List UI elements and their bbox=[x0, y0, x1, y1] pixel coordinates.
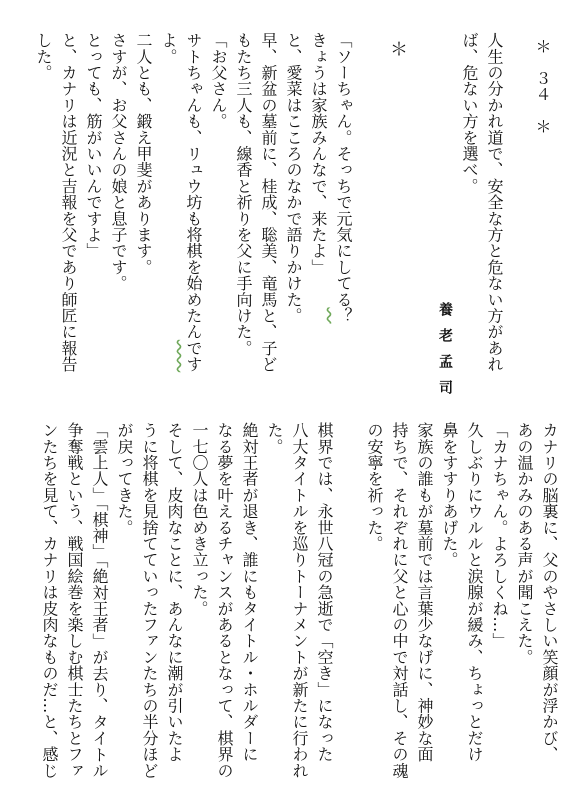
text-line: 「雲上人」「棋神」「絶対王者」が去り、タイトル bbox=[90, 422, 109, 779]
text-line: ンたちを見て、カナリは皮肉なものだ…と、感じ bbox=[40, 422, 59, 779]
text-line: よ。 bbox=[159, 32, 178, 65]
text-line: 早、新盆の墓前に、桂成、聡美、竜馬と、子ど bbox=[259, 32, 278, 373]
text-line: 「お父さん。 bbox=[209, 32, 228, 130]
spellcheck-mark: です bbox=[184, 339, 203, 373]
chapter-heading: ＊ ３４ ＊ bbox=[533, 38, 552, 134]
text-line: カナリの脳裏に、父のやさしい笑顔が浮かび、 bbox=[540, 422, 559, 763]
text-line: 一七〇人は色めき立った。 bbox=[190, 422, 209, 617]
text-line: そして、皮肉なことに、あんなに潮が引いたよ bbox=[165, 422, 184, 763]
text-line: さすが、お父さんの娘と息子です。 bbox=[109, 32, 128, 292]
spellcheck-mark: ？ bbox=[334, 307, 353, 324]
text-line: とっても、筋がいいんですよ」 bbox=[84, 32, 103, 259]
text-line: 持ちで、それぞれに父と心の中で対話し、その魂 bbox=[390, 422, 409, 779]
epigraph-line: 人生の分かれ道で、安全な方と危ない方があれ bbox=[485, 32, 504, 373]
text-line: 二人とも、鍛え甲斐があります。 bbox=[134, 32, 153, 275]
text-line: なる夢を叶えるチャンスがあるとなって、棋界の bbox=[215, 422, 234, 779]
text-line: 八大タイトルを巡りトーナメントが新たに行われ bbox=[290, 422, 309, 779]
text-line: た。 bbox=[265, 422, 284, 455]
text-line: あの温かみのある声が聞こえた。 bbox=[515, 422, 534, 665]
epigraph-attribution: 養老孟司 bbox=[437, 302, 453, 406]
text-line: 絶対王者が退き、誰にもタイトル・ホルダーに bbox=[240, 422, 259, 763]
text-fragment: 「ソーちゃん。そっちで元気にしてる bbox=[334, 32, 353, 308]
text-line: うに将棋を見捨てていったファンたちの半分ほど bbox=[140, 422, 159, 779]
text-line: と、カナリは近況と吉報を父であり師匠に報告 bbox=[59, 32, 78, 373]
text-line: もたち三人も、線香と祈りを父に手向けた。 bbox=[234, 32, 253, 356]
text-line: 棋界では、永世八冠の急逝で「空き」になった bbox=[315, 422, 334, 763]
epigraph-line: ば、危ない方を選べ。 bbox=[460, 32, 479, 194]
text-line: きょうは家族みんなで、来たよ」 bbox=[309, 32, 328, 275]
text-line: の安寧を祈った。 bbox=[365, 422, 384, 552]
text-line bbox=[181, 32, 206, 372]
text-line: 久しぶりにウルルと涙腺が緩み、ちょっとだけ bbox=[465, 422, 484, 763]
section-separator: ＊ bbox=[387, 40, 408, 59]
text-line: 家族の誰もが墓前では言葉少なげに、神妙な面 bbox=[415, 422, 434, 763]
text-line: した。 bbox=[34, 32, 53, 81]
text-line: と、愛菜はこころのなかで語りかけた。 bbox=[284, 32, 303, 324]
text-line bbox=[331, 32, 356, 324]
text-line: 争奪戦という、戦国絵巻を楽しむ棋士たちとファ bbox=[65, 422, 84, 779]
text-line: が戻ってきた。 bbox=[115, 422, 134, 536]
text-line: 「カナちゃん。よろしくね…」 bbox=[490, 422, 509, 649]
text-line: 鼻をすすりあげた。 bbox=[440, 422, 459, 568]
text-fragment: サトちゃんも、リュウ坊も将棋を始めたん bbox=[184, 32, 203, 340]
